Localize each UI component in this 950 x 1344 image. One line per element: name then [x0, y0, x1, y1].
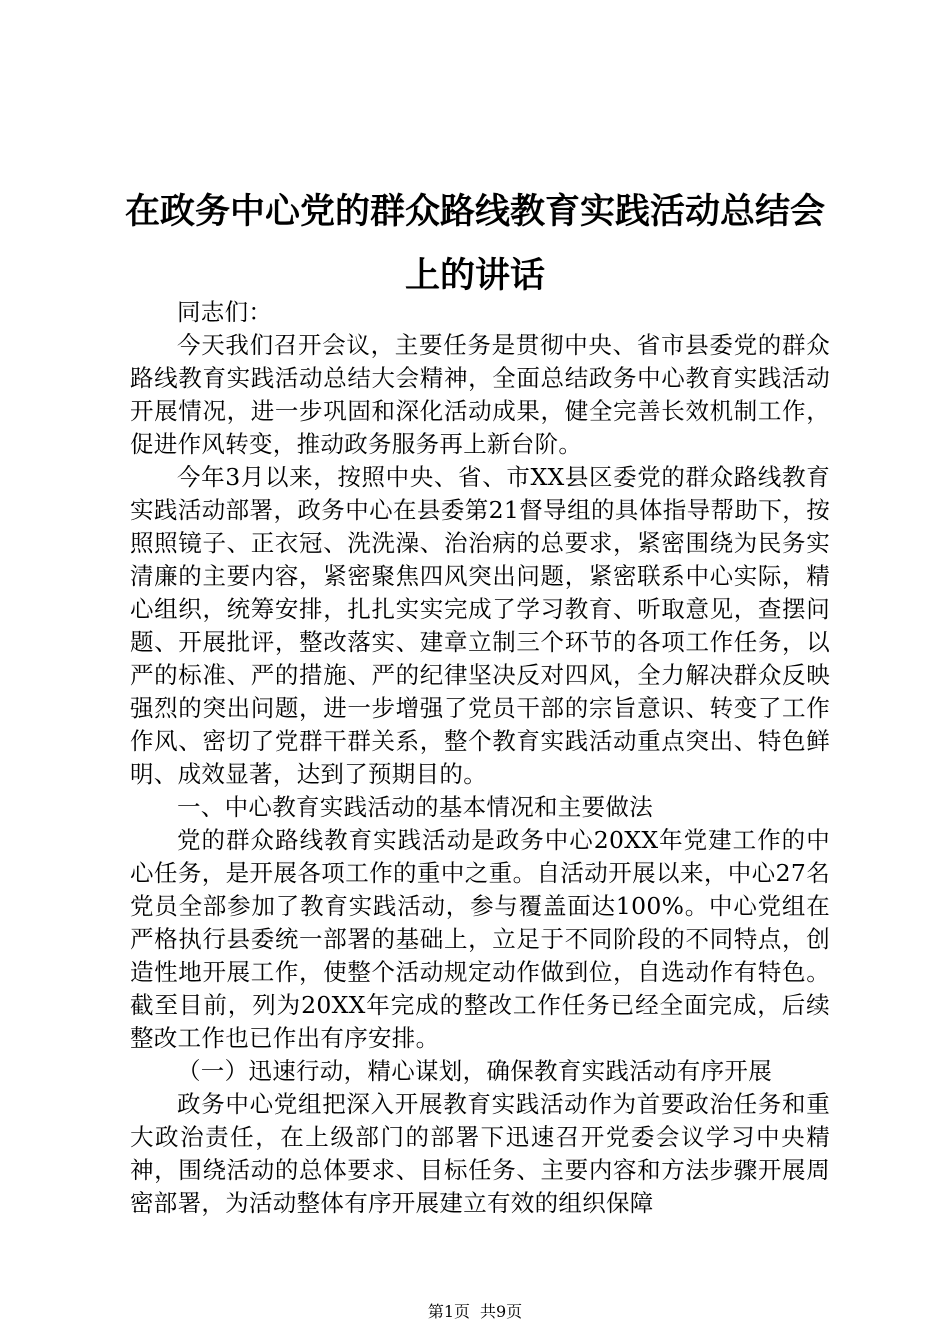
paragraph-review: 今年3月以来，按照中央、省、市XX县区委党的群众路线教育实践活动部署，政务中心在县委第21督导组的具体指导帮助下，按照照镜子、正衣冠、洗洗澡、治治病的总要求，紧密围绕为民务实清廉的主要内容，紧密聚焦四风突出问题，紧密联系中心实际，精心组织，统筹安排，扎扎实实完成了学习教育、听取意见，查摆问题、开展批评，整改落实、建章立制三个环节的各项工作任务，以严的标准、严的措施、严的纪律坚决反对四风，全力解决群众反映强烈的突出问题，进一步增强了党员干部的宗旨意识、转变了工作作风、密切了党群干群关系，整个教育实践活动重点突出、特色鲜明、成效显著，达到了预期目的。 [130, 463, 830, 788]
page-number: 第1页 [427, 1302, 470, 1321]
title-line-1: 在政务中心党的群众路线教育实践活动总结会 [124, 191, 825, 232]
paragraph-intro: 今天我们召开会议，主要任务是贯彻中央、省市县委党的群众路线教育实践活动总结大会精神，全面总结政务中心教育实践活动开展情况，进一步巩固和深化活动成果，健全完善长效机制工作，促进作风转变，推动政务服务再上新台阶。 [130, 331, 830, 458]
section-heading-1: 一、中心教育实践活动的基本情况和主要做法 [177, 793, 653, 821]
document-title [120, 180, 830, 308]
page-footer [0, 1302, 950, 1322]
title-line-2: 上的讲话 [404, 255, 545, 296]
salutation: 同志们： [177, 298, 273, 326]
paragraph-overview: 党的群众路线教育实践活动是政务中心20XX年党建工作的中心任务，是开展各项工作的重中之重。自活动开展以来，中心27名党员全部参加了教育实践活动，参与覆盖面达100%。中心党组在严格执行县委统一部署的基础上，立足于不同阶段的不同特点，创造性地开展工作，使整个活动规定动作做到位，自选动作有特色。截至目前，列为20XX年完成的整改工作任务已经全面完成，后续整改工作也已作出有序安排。 [130, 826, 830, 1052]
page-total: 共9页 [480, 1302, 523, 1321]
paragraph-deployment: 政务中心党组把深入开展教育实践活动作为首要政治任务和重大政治责任，在上级部门的部署下迅速召开党委会议学习中央精神，围绕活动的总体要求、目标任务、主要内容和方法步骤开展周密部署，为活动整体有序开展建立有效的组织保障 [130, 1090, 830, 1217]
document-body [130, 296, 830, 1220]
subsection-heading-1: （一）迅速行动，精心谋划，确保教育实践活动有序开展 [177, 1057, 772, 1085]
